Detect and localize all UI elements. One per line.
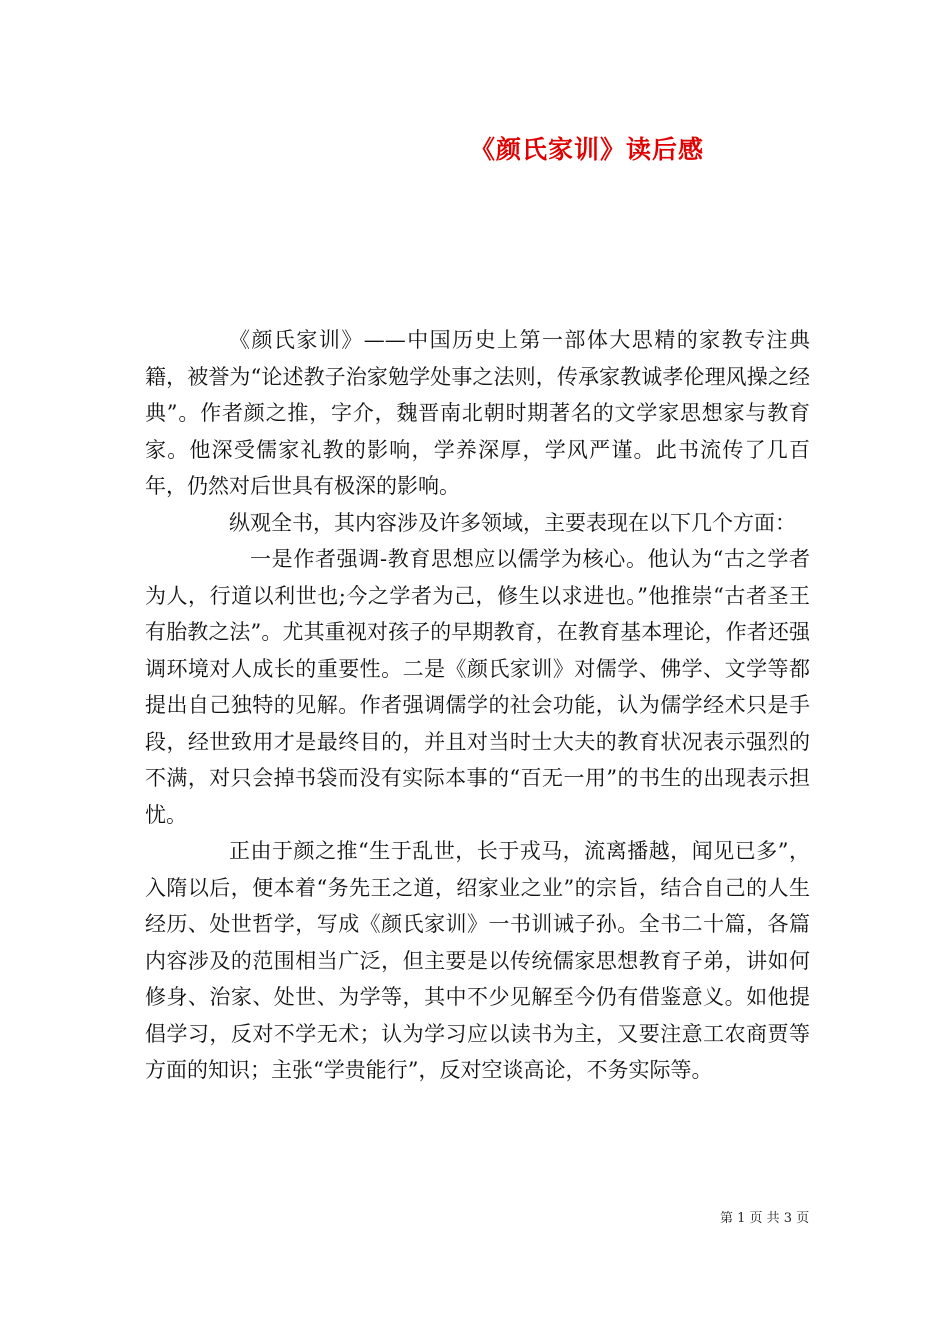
paragraph-intro: 《颜氏家训》——中国历史上第一部体大思精的家教专注典籍，被誉为“论述教子治家勉学处事之法则，传承家教诚孝伦理风操之经典”。作者颜之推，字介，魏晋南北朝时期著名的文学家思想家与教育家。他深受儒家礼教的影响，学养深厚，学风严谨。此书流传了几百年，仍然对后世具有极深的影响。 [145, 328, 810, 498]
paragraph-first-point: 一是作者强调-教育思想应以儒学为核心。他认为“古之学者为人，行道以利世也;今之学者为己，修生以求进也。”他推崇“古者圣王有胎教之法”。尤其重视对孩子的早期教育，在教育基本理论，作者还强调环境对人成长的重要性。二是《颜氏家训》对儒学、佛学、文学等都提出自己独特的见解。作者强调儒学的社会功能，认为儒学经术只是手段，经世致用才是最终目的，并且对当时士大夫的教育状况表示强烈的不满，对只会掉书袋而没有实际本事的“百无一用”的书生的出现表示担忧。 [145, 547, 810, 827]
document-title: 《颜氏家训》读后感 [470, 135, 705, 164]
paragraph-background: 正由于颜之推“生于乱世，长于戎马，流离播越，闻见已多”，入隋以后，便本着“务先王之道，绍家业之业”的宗旨，结合自己的人生经历、处世哲学，写成《颜氏家训》一书训诫子孙。全书二十篇，各篇内容涉及的范围相当广泛，但主要是以传统儒家思想教育子弟，讲如何修身、治家、处世、为学等，其中不少见解至今仍有借鉴意义。如他提倡学习，反对不学无术；认为学习应以读书为主，又要注意工农商贾等方面的知识；主张“学贵能行”，反对空谈高论，不务实际等。 [145, 839, 810, 1082]
page-number-footer: 第 1 页 共 3 页 [720, 1211, 810, 1226]
paragraph-overview: 纵观全书，其内容涉及许多领域，主要表现在以下几个方面： [229, 510, 796, 535]
document-body [145, 322, 810, 1089]
